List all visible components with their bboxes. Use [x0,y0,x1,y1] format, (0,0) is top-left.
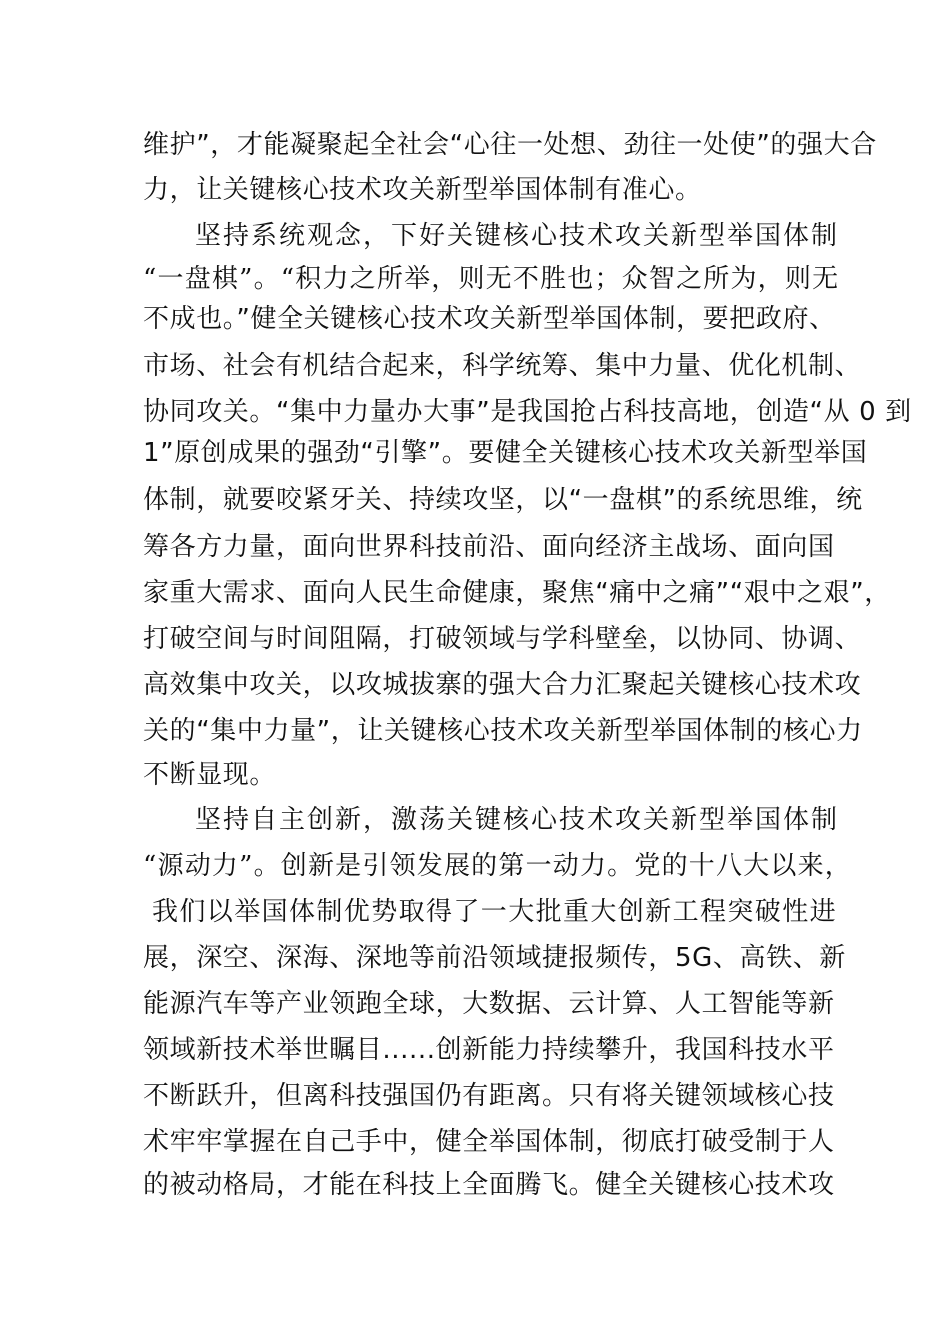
text-line: 打破空间与时间阻隔，打破领域与学科壁垒，以协同、协调、 [143,624,862,654]
text-line: 关的“集中力量”，让关键核心技术攻关新型举国体制的核心力 [143,716,863,746]
text-line: 不成也。”健全关键核心技术攻关新型举国体制，要把政府、 [143,304,836,334]
text-line: “一盘棋”。“积力之所举，则无不胜也；众智之所为，则无 [143,264,840,294]
text-line: 坚持自主创新，激荡关键核心技术攻关新型举国体制 [195,805,840,835]
text-line: 高效集中攻关，以攻城拔寨的强大合力汇聚起关键核心技术攻 [143,670,862,700]
text-line: 1”原创成果的强劲“引擎”。要健全关键核心技术攻关新型举国 [143,438,868,468]
text-line: 家重大需求、面向人民生命健康，聚焦“痛中之痛”“艰中之艰”， [143,578,891,608]
text-line: 协同攻关。“集中力量办大事”是我国抢占科技高地，创造“从 0 到 [143,397,912,427]
text-line: 领域新技术举世瞩目......创新能力持续攀升，我国科技水平 [143,1035,835,1065]
text-line: “源动力”。创新是引领发展的第一动力。党的十八大以来， [143,851,852,881]
text-line: 市场、社会有机结合起来，科学统筹、集中力量、优化机制、 [143,351,862,381]
text-line: 维护”，才能凝聚起全社会“心往一处想、劲往一处使”的强大合 [143,130,877,160]
text-line: 坚持系统观念，下好关键核心技术攻关新型举国体制 [195,221,840,251]
text-line: 我们以举国体制优势取得了一大批重大创新工程突破性进 [152,897,838,927]
text-line: 不断显现。 [143,760,277,790]
text-line: 能源汽车等产业领跑全球，大数据、云计算、人工智能等新 [143,989,835,1019]
text-line: 展，深空、深海、深地等前沿领域捷报频传，5G、高铁、新 [143,943,846,973]
text-line: 力，让关键核心技术攻关新型举国体制有准心。 [143,175,702,205]
text-line: 术牢牢掌握在自己手中，健全举国体制，彻底打破受制于人 [143,1127,835,1157]
text-line: 体制，就要咬紧牙关、持续攻坚，以“一盘棋”的系统思维，统 [143,485,863,515]
text-line: 的被动格局，才能在科技上全面腾飞。健全关键核心技术攻 [143,1170,835,1200]
text-line: 不断跃升，但离科技强国仍有距离。只有将关键领域核心技 [143,1081,835,1111]
text-line: 筹各方力量，面向世界科技前沿、面向经济主战场、面向国 [143,532,835,562]
